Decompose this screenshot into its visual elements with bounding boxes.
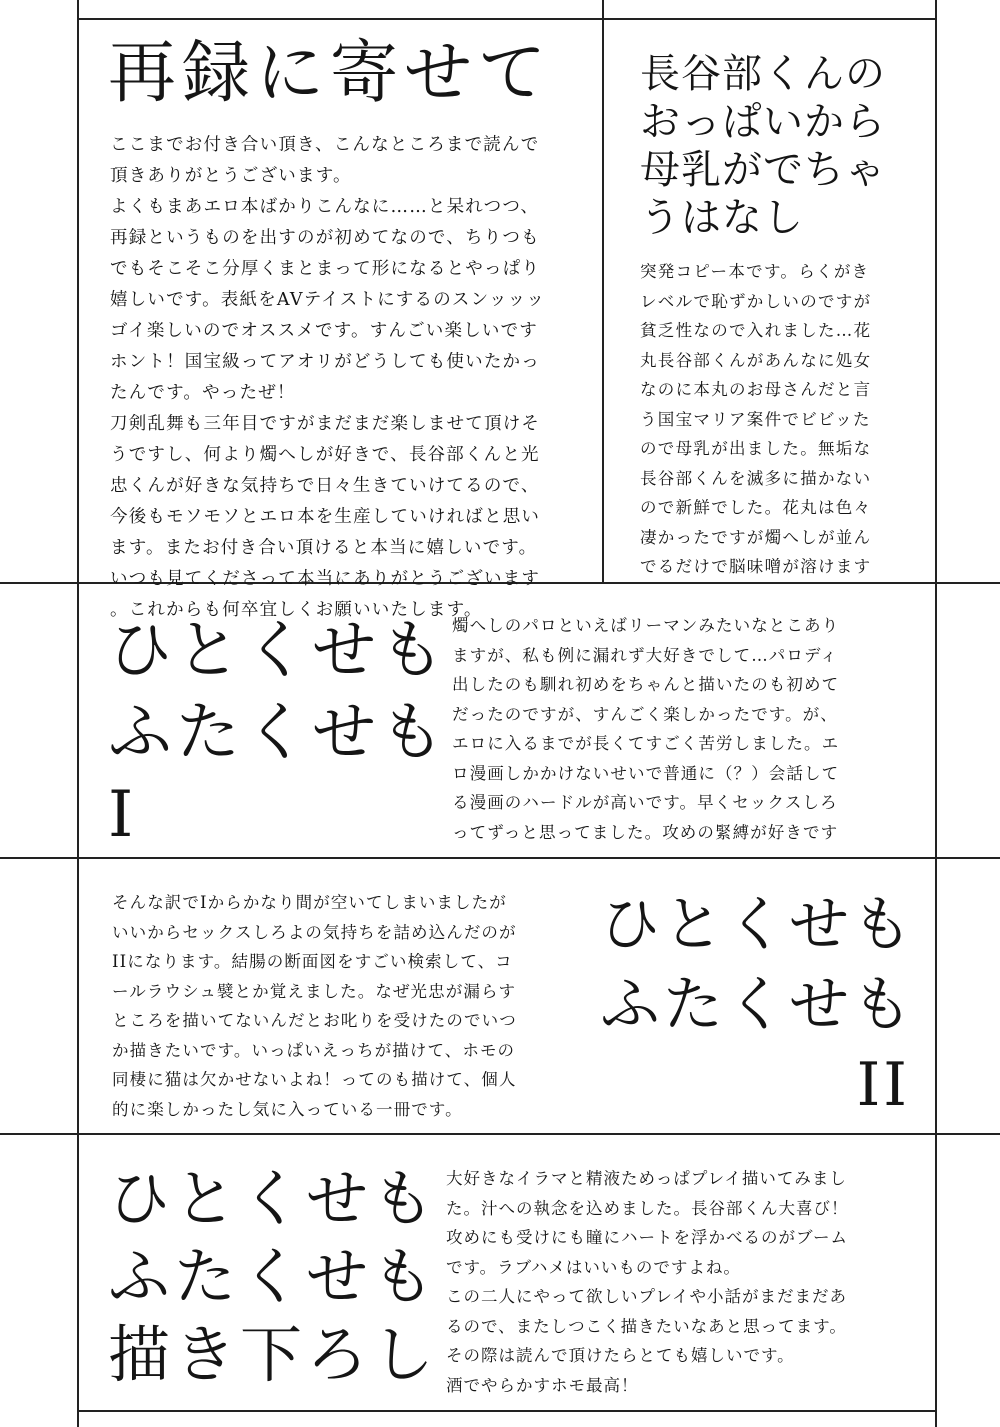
part1-title-numeral: I bbox=[108, 778, 138, 852]
reprint-line: 。これからも何卒宜しくお願いいたします。 bbox=[110, 600, 483, 620]
milk-line: 貧乏性なので入れました…花 bbox=[640, 321, 872, 340]
reprint-title: 再録に寄せて bbox=[108, 34, 553, 113]
reprint-body bbox=[110, 130, 545, 626]
milk-line: ので母乳が出ました。無垢な bbox=[640, 439, 872, 458]
part3-title bbox=[108, 1160, 438, 1394]
part3-line: るので、またしつこく描きたいなあと思ってます。 bbox=[446, 1316, 847, 1336]
grid-row-divider-3 bbox=[0, 1133, 1000, 1135]
part1-line: ロ漫画しかかけないせいで普通に（？）会話して bbox=[452, 763, 840, 783]
milk-title-line: 長谷部くんの bbox=[640, 51, 886, 97]
part3-line: 酒でやらかすホモ最高！ bbox=[446, 1375, 639, 1395]
milk-line: 丸長谷部くんがあんなに処女 bbox=[640, 350, 872, 370]
milk-line: なのに本丸のお母さんだと言 bbox=[640, 380, 872, 399]
part3-line: その際は読んで頂けたらとても嬉しいです。 bbox=[446, 1346, 795, 1365]
part2-line: 同棲に猫は欠かせないよね！ってのも描けて、個人 bbox=[112, 1070, 517, 1089]
part3-line: 攻めにも受けにも瞳にハートを浮かべるのがブーム bbox=[446, 1228, 849, 1247]
milk-line: 長谷部くんを滅多に描かない bbox=[640, 468, 872, 488]
part1-line: ますが、私も例に漏れず大好きでして…パロディ bbox=[452, 645, 838, 665]
milk-line: ので新鮮でした。花丸は色々 bbox=[640, 498, 872, 517]
part2-line: いいからセックスしろよの気持ちを詰め込んだのが bbox=[112, 922, 517, 942]
part1-title-line: ふたくせも bbox=[108, 696, 448, 770]
grid-bottom-border bbox=[77, 1410, 937, 1412]
part1-line: る漫画のハードルが高いです。早くセックスしろ bbox=[452, 793, 838, 812]
part3-title-line: ひとくせも bbox=[108, 1162, 439, 1235]
milk-line: う国宝マリア案件でビビッた bbox=[640, 409, 871, 429]
reprint-line: ここまでお付き合い頂き、こんなところまで読んで bbox=[110, 135, 540, 155]
reprint-line: よくもまあエロ本ばかりこんなに……と呆れつつ、 bbox=[110, 197, 540, 217]
reprint-line: 嬉しいです。表紙をAVテイストにするのスンッッッ bbox=[110, 290, 546, 310]
milk-line: でるだけで脳味噌が溶けます bbox=[640, 557, 872, 576]
milk-title-line: おっぱいから bbox=[640, 99, 886, 145]
reprint-line: ホント！国宝級ってアオリがどうしても使いたかっ bbox=[110, 352, 540, 372]
reprint-line: でもそこそこ分厚くまとまって形になるとやっぱり bbox=[110, 259, 541, 279]
part3-line: た。汁への執念を込めました。長谷部くん大喜び！ bbox=[446, 1198, 849, 1218]
reprint-line: うですし、何より燭へしが好きで、長谷部くんと光 bbox=[110, 445, 540, 465]
milk-title-line: 母乳がでちゃ bbox=[640, 147, 886, 193]
part1-line: だったのですが、すんごく楽しかったです。が、 bbox=[452, 704, 838, 724]
part3-body bbox=[446, 1164, 849, 1400]
grid-column-divider bbox=[602, 0, 604, 583]
grid-right-border bbox=[935, 0, 937, 1427]
milk-title bbox=[640, 50, 886, 242]
reprint-line: 刀剣乱舞も三年目ですがまだまだ楽しませて頂けそ bbox=[110, 414, 541, 434]
part1-line: エロに入るまでが長くてすごく苦労しました。エ bbox=[452, 734, 840, 753]
part2-line: そんな訳でIからかなり間が空いてしまいましたが bbox=[112, 893, 507, 912]
reprint-line: ゴイ楽しいのでオススメです。すんごい楽しいです bbox=[110, 321, 538, 341]
part2-line: 的に楽しかったし気に入っている一冊です。 bbox=[112, 1099, 463, 1119]
part3-title-line: 描き下ろし bbox=[108, 1318, 439, 1391]
reprint-line: ます。またお付き合い頂けると本当に嬉しいです。 bbox=[110, 538, 538, 558]
part2-line: ールラウシュ襞とか覚えました。なぜ光忠が漏らす bbox=[112, 981, 517, 1001]
part2-line: ところを描いてないんだとお叱りを受けたのでいつ bbox=[112, 1011, 517, 1030]
part2-line: か描きたいです。いっぱいえっちが描けて、ホモの bbox=[112, 1040, 516, 1060]
part1-line: 出したのも馴れ初めをちゃんと描いたのも初めて bbox=[452, 675, 840, 694]
milk-line: 突発コピー本です。らくがき bbox=[640, 262, 870, 281]
grid-row-divider-2 bbox=[0, 857, 1000, 859]
reprint-line: いつも見てくださって本当にありがとうございます bbox=[110, 569, 541, 589]
milk-line: 凄かったですが燭へしが並ん bbox=[640, 527, 872, 547]
reprint-line: 今後もモソモソとエロ本を生産していければと思い bbox=[110, 507, 541, 527]
part1-line: 燭へしのパロといえばリーマンみたいなとこあり bbox=[452, 616, 840, 635]
grid-left-border bbox=[77, 0, 79, 1427]
reprint-line: 再録というものを出すのが初めてなので、ちりつも bbox=[110, 228, 540, 248]
milk-line: レベルで恥ずかしいのですが bbox=[640, 291, 872, 311]
part1-body bbox=[452, 611, 839, 847]
part1-title bbox=[108, 610, 448, 856]
part2-title bbox=[600, 885, 915, 1125]
part2-line: IIになります。結腸の断面図をすごい検索して、コ bbox=[112, 952, 513, 971]
milk-body bbox=[640, 257, 871, 582]
part2-title-line: ふたくせも bbox=[600, 970, 915, 1040]
reprint-line: 忠くんが好きな気持ちで日々生きていけてるので、 bbox=[110, 476, 540, 496]
part3-line: 大好きなイラマと精液ためっぱプレイ描いてみまし bbox=[446, 1169, 847, 1188]
part2-body bbox=[112, 888, 517, 1124]
part3-title-line: ふたくせも bbox=[108, 1240, 439, 1313]
part3-line: です。ラブハメはいいものですよね。 bbox=[446, 1257, 741, 1277]
reprint-line: 頂きありがとうございます。 bbox=[110, 166, 352, 186]
part2-title-numeral: II bbox=[856, 1050, 910, 1120]
part1-title-line: ひとくせも bbox=[108, 614, 448, 688]
milk-title-line: うはなし bbox=[640, 195, 804, 241]
part1-line: ってずっと思ってました。攻めの緊縛が好きです bbox=[452, 822, 839, 842]
part3-line: この二人にやって欲しいプレイや小話がまだまだあ bbox=[446, 1287, 848, 1306]
grid-top-border bbox=[77, 18, 937, 20]
reprint-line: たんです。やったぜ！ bbox=[110, 383, 296, 403]
part2-title-line: ひとくせも bbox=[600, 890, 915, 960]
